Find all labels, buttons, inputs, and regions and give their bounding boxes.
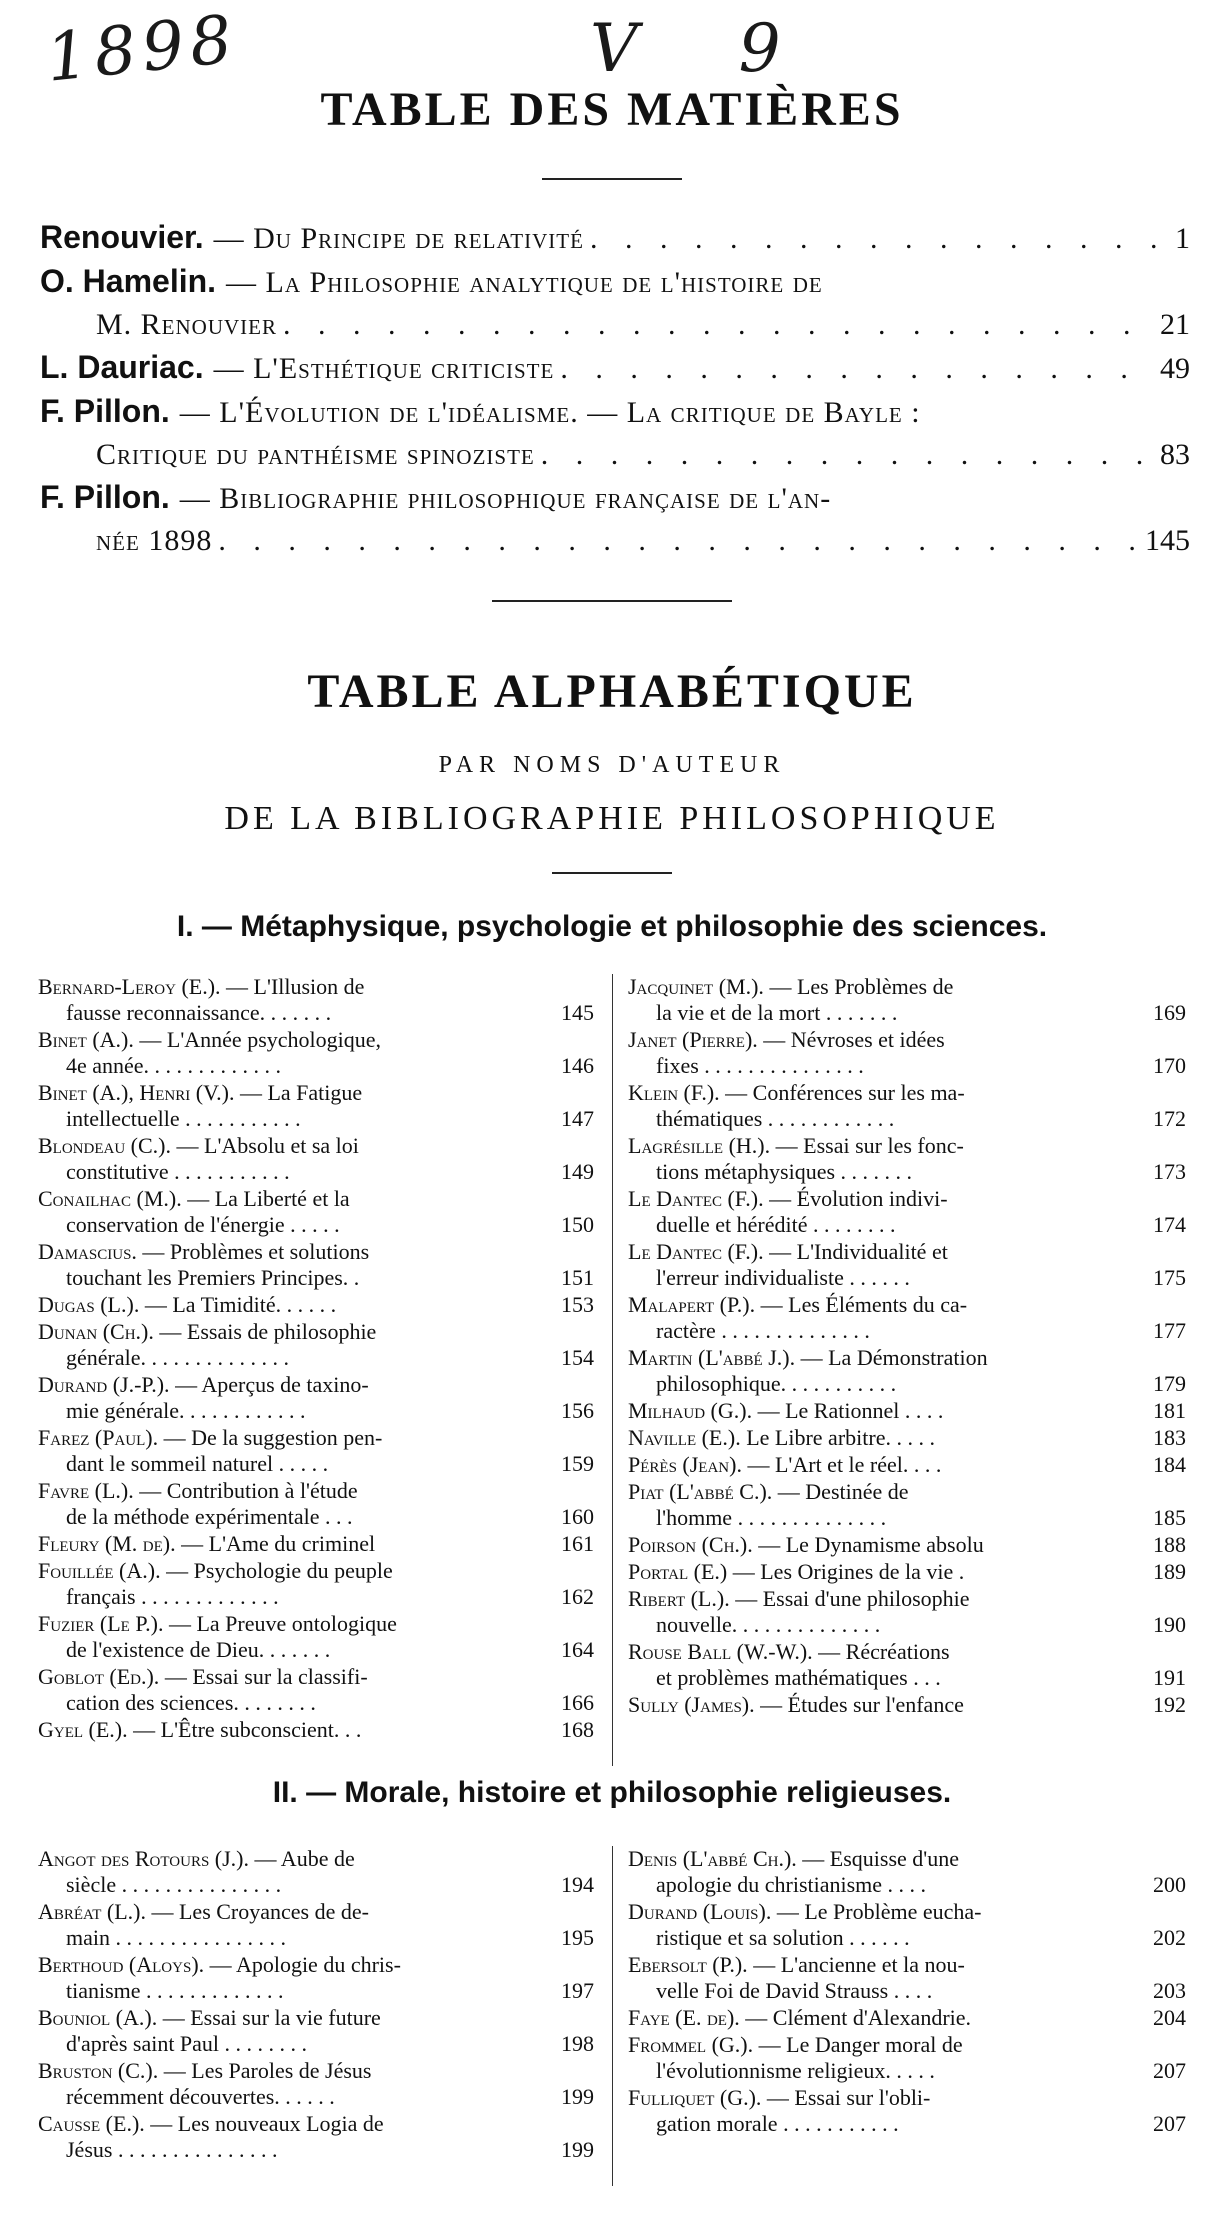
index-page: 159	[561, 1451, 594, 1476]
index-entry	[628, 1846, 1186, 1898]
index-page: 153	[561, 1292, 594, 1317]
index-author: Klein (F.).	[628, 1080, 720, 1105]
index-entry-text: — L'Individualité et	[769, 1239, 948, 1264]
index-entry-text: — Névroses et idées	[763, 1027, 945, 1052]
toc-page: 1	[1175, 222, 1190, 255]
toc-page: 145	[1145, 524, 1190, 557]
index-author: Favre (L.).	[38, 1478, 134, 1503]
index-entry-text: thématiques . . . . . . . . . . . .	[656, 1106, 895, 1131]
toc-entry	[40, 260, 1190, 346]
index-entry	[628, 1586, 1186, 1638]
index-page: 179	[1153, 1371, 1186, 1396]
index-author: Abréat (L.).	[38, 1899, 146, 1924]
index-entry-text: — La Liberté et la	[187, 1186, 350, 1211]
index-entry	[628, 1239, 1186, 1291]
alpha-subtitle-2: DE LA BIBLIOGRAPHIE PHILOSOPHIQUE	[224, 800, 1000, 837]
toc-author: F. Pillon.	[40, 479, 170, 515]
index-entry	[628, 1639, 1186, 1691]
index-entry-text: — L'Être subconscient. . .	[133, 1717, 362, 1742]
index-entry-text: — La Timidité. . . . . .	[144, 1292, 337, 1317]
index-author: Janet (Pierre).	[628, 1027, 758, 1052]
index-page: 197	[561, 1978, 594, 2003]
alpha-subtitle: PAR NOMS D'AUTEUR	[438, 752, 786, 778]
index-entry	[628, 1532, 1186, 1558]
index-entry-text: — L'Art et le réel. . . .	[747, 1452, 942, 1477]
index-entry-text: tianisme . . . . . . . . . . . . .	[66, 1978, 284, 2003]
index-author: Dugas (L.).	[38, 1292, 140, 1317]
index-entry	[628, 1899, 1186, 1951]
index-author: Rouse Ball (W.-W.).	[628, 1639, 813, 1664]
index-entry	[628, 1559, 1186, 1585]
index-page: 202	[1153, 1925, 1186, 1950]
index-entry-text: constitutive . . . . . . . . . . .	[66, 1159, 290, 1184]
toc-title-line: — La Philosophie analytique de l'histoire de	[226, 266, 823, 299]
index-entry-text: et problèmes mathématiques . . .	[656, 1665, 941, 1690]
index-entry-text: — Les Croyances de de-	[151, 1899, 369, 1924]
section-heading: I. — Métaphysique, psychologie et philosophie des sciences.	[176, 910, 1048, 943]
index-entry	[628, 1027, 1186, 1079]
divider	[542, 178, 682, 180]
index-entry-text: — Le Dynamisme absolu	[758, 1532, 984, 1557]
index-entry-text: de l'existence de Dieu. . . . . . .	[66, 1637, 331, 1662]
index-page: 181	[1153, 1398, 1186, 1423]
index-author: Bouniol (A.).	[38, 2005, 158, 2030]
index-entry-text: — L'Ame du criminel	[181, 1531, 376, 1556]
index-author: Fuzier (Le P.).	[38, 1611, 164, 1636]
index-page: 160	[561, 1504, 594, 1529]
index-entry-text: Jésus . . . . . . . . . . . . . . .	[66, 2137, 278, 2162]
divider	[552, 872, 672, 874]
index-entry-text: — Aperçus de taxino-	[175, 1372, 369, 1397]
index-entry-text: — Évolution indivi-	[769, 1186, 948, 1211]
toc-entry	[40, 346, 1190, 390]
index-entry-text: l'homme . . . . . . . . . . . . . .	[656, 1505, 887, 1530]
index-entry	[628, 2005, 1186, 2031]
index-page: 174	[1153, 1212, 1186, 1237]
index-entry	[628, 2085, 1186, 2137]
index-page: 207	[1153, 2111, 1186, 2136]
index-column-right	[628, 1846, 1186, 2138]
index-entry	[38, 1027, 594, 1079]
index-entry-text: main . . . . . . . . . . . . . . . .	[66, 1925, 286, 1950]
index-entry-text: — Essais de philosophie	[159, 1319, 377, 1344]
index-author: Pérès (Jean).	[628, 1452, 742, 1477]
index-entry-text: — Psychologie du peuple	[166, 1558, 393, 1583]
index-page: 189	[1153, 1559, 1186, 1584]
index-entry	[38, 1080, 594, 1132]
index-entry	[628, 1080, 1186, 1132]
index-author: Bernard-Leroy (E.).	[38, 974, 221, 999]
index-author: Blondeau (C.).	[38, 1133, 171, 1158]
index-column-left	[38, 1846, 594, 2164]
toc-entry	[40, 476, 1190, 562]
divider	[492, 600, 732, 602]
index-entry	[38, 2058, 594, 2110]
toc-title-line: M. Renouvier	[96, 308, 278, 341]
index-entry-text: — Clément d'Alexandrie.	[745, 2005, 972, 2030]
toc-title-line: — Bibliographie philosophique française de l'an-	[179, 482, 832, 515]
index-author: Martin (L'abbé J.).	[628, 1345, 796, 1370]
index-entry-text: — Essai sur l'obli-	[766, 2085, 931, 2110]
index-author: Sully (James).	[628, 1692, 755, 1717]
index-page: 149	[561, 1159, 594, 1184]
index-page: 146	[561, 1053, 594, 1078]
index-author: Fulliquet (G.).	[628, 2085, 762, 2110]
index-entry-text: — L'Illusion de	[226, 974, 365, 999]
index-entry-text: — Les Origines de la vie .	[732, 1559, 965, 1584]
index-entry	[38, 1319, 594, 1371]
index-page: 145	[561, 1000, 594, 1025]
index-author: Le Dantec (F.).	[628, 1239, 764, 1264]
index-entry-text: — Les Problèmes de	[769, 974, 954, 999]
index-page: 203	[1153, 1978, 1186, 2003]
index-entry-text: — Le Rationnel . . . .	[757, 1398, 944, 1423]
index-page: 156	[561, 1398, 594, 1423]
index-entry-text: français . . . . . . . . . . . . .	[66, 1584, 279, 1609]
index-page: 183	[1153, 1425, 1186, 1450]
index-entry	[628, 1452, 1186, 1478]
toc-title-line: née 1898	[96, 524, 213, 557]
index-entry	[628, 1186, 1186, 1238]
handwritten-volume: V 9	[590, 10, 821, 87]
index-entry-text: fixes . . . . . . . . . . . . . . .	[656, 1053, 864, 1078]
index-author: Lagrésille (H.).	[628, 1133, 771, 1158]
index-entry	[38, 1372, 594, 1424]
index-page: 200	[1153, 1872, 1186, 1897]
index-entry	[628, 974, 1186, 1026]
index-entry	[38, 1846, 594, 1898]
index-entry	[38, 1531, 594, 1557]
index-entry-text: — Aube de	[254, 1846, 355, 1871]
index-entry-text: d'après saint Paul . . . . . . . .	[66, 2031, 308, 2056]
handwritten-year: 1898	[42, 0, 242, 97]
index-entry	[38, 1717, 594, 1743]
toc-author: F. Pillon.	[40, 393, 170, 429]
index-author: Causse (E.).	[38, 2111, 145, 2136]
index-author: Angot des Rotours (J.).	[38, 1846, 250, 1871]
index-entry-text: cation des sciences. . . . . . . .	[66, 1690, 316, 1715]
index-entry	[38, 2111, 594, 2163]
index-page: 192	[1153, 1692, 1186, 1717]
index-author: Le Dantec (F.).	[628, 1186, 764, 1211]
toc-list	[40, 216, 1190, 562]
index-author: Dunan (Ch.).	[38, 1319, 154, 1344]
index-entry-text: l'erreur individualiste . . . . . .	[656, 1265, 910, 1290]
index-entry	[628, 1398, 1186, 1424]
index-entry-text: — Apologie du chris-	[209, 1952, 401, 1977]
index-entry-text: — Essai sur la vie future	[162, 2005, 381, 2030]
toc-entry	[40, 390, 1190, 476]
index-entry-text: — Récréations	[818, 1639, 950, 1664]
toc-entry	[40, 216, 1190, 260]
index-entry-text: — La Démonstration	[800, 1345, 988, 1370]
index-entry-text: l'évolutionnisme religieux. . . . .	[656, 2058, 935, 2083]
index-author: Malapert (P.).	[628, 1292, 756, 1317]
index-entry-text: mie générale. . . . . . . . . . . .	[66, 1398, 306, 1423]
index-page: 168	[561, 1717, 594, 1742]
index-entry	[628, 1425, 1186, 1451]
index-page: 185	[1153, 1505, 1186, 1530]
index-entry	[628, 1692, 1186, 1718]
index-author: Piat (L'abbé C.).	[628, 1479, 773, 1504]
index-author: Fouillée (A.).	[38, 1558, 161, 1583]
index-entry-text: — L'Absolu et sa loi	[176, 1133, 359, 1158]
index-page: 194	[561, 1872, 594, 1897]
index-page: 207	[1153, 2058, 1186, 2083]
index-column-left	[38, 974, 594, 1744]
index-page: 150	[561, 1212, 594, 1237]
index-author: Faye (E. de).	[628, 2005, 740, 2030]
index-page: 164	[561, 1637, 594, 1662]
index-author: Ebersolt (P.).	[628, 1952, 748, 1977]
index-entry-text: touchant les Premiers Principes. .	[66, 1265, 360, 1290]
index-page: 154	[561, 1345, 594, 1370]
index-entry	[38, 974, 594, 1026]
index-entry-text: — Les nouveaux Logia de	[150, 2111, 384, 2136]
index-author: Jacquinet (M.).	[628, 974, 764, 999]
index-entry-text: — De la suggestion pen-	[163, 1425, 383, 1450]
index-entry	[628, 2032, 1186, 2084]
index-page: 147	[561, 1106, 594, 1131]
index-author: Poirson (Ch.).	[628, 1532, 753, 1557]
index-entry	[38, 1186, 594, 1238]
index-entry-text: nouvelle. . . . . . . . . . . . . .	[656, 1612, 881, 1637]
index-page: 177	[1153, 1318, 1186, 1343]
index-column-right	[628, 974, 1186, 1719]
section-heading: II. — Morale, histoire et philosophie religieuses.	[272, 1776, 952, 1809]
index-entry-text: intellectuelle . . . . . . . . . . .	[66, 1106, 301, 1131]
index-page: 188	[1153, 1532, 1186, 1557]
index-author: Berthoud (Aloys).	[38, 1952, 205, 1977]
toc-title: TABLE DES MATIÈRES	[320, 83, 904, 136]
index-entry-text: ristique et sa solution . . . . . .	[656, 1925, 910, 1950]
index-entry-text: duelle et hérédité . . . . . . . .	[656, 1212, 896, 1237]
index-entry-text: récemment découvertes. . . . . .	[66, 2084, 335, 2109]
index-page: 162	[561, 1584, 594, 1609]
index-page: 172	[1153, 1106, 1186, 1131]
index-entry-text: dant le sommeil naturel . . . . .	[66, 1451, 329, 1476]
index-page: 191	[1153, 1665, 1186, 1690]
index-page: 161	[561, 1531, 594, 1556]
index-entry	[38, 1611, 594, 1663]
index-entry-text: la vie et de la mort . . . . . . .	[656, 1000, 898, 1025]
index-author: Denis (L'abbé Ch.).	[628, 1846, 797, 1871]
index-entry	[628, 1479, 1186, 1531]
index-author: Binet (A.).	[38, 1027, 134, 1052]
index-page: 173	[1153, 1159, 1186, 1184]
index-entry-text: conservation de l'énergie . . . . .	[66, 1212, 340, 1237]
index-entry	[628, 1952, 1186, 2004]
index-entry	[38, 1664, 594, 1716]
index-entry-text: 4e année. . . . . . . . . . . . .	[66, 1053, 282, 1078]
index-entry-text: Le Libre arbitre. . . . .	[746, 1425, 935, 1450]
index-entry-text: — Essai d'une philosophie	[735, 1586, 970, 1611]
index-page: 166	[561, 1690, 594, 1715]
toc-author: Renouvier.	[40, 219, 204, 255]
index-author: Fleury (M. de).	[38, 1531, 176, 1556]
index-entry-text: — Essai sur la classifi-	[164, 1664, 368, 1689]
index-author: Milhaud (G.).	[628, 1398, 753, 1423]
index-entry-text: de la méthode expérimentale . . .	[66, 1504, 353, 1529]
index-entry-text: — L'Année psychologique,	[139, 1027, 382, 1052]
index-entry-text: — Destinée de	[777, 1479, 909, 1504]
index-author: Naville (E.).	[628, 1425, 741, 1450]
index-author: Frommel (G.).	[628, 2032, 754, 2057]
index-author: Durand (J.-P.).	[38, 1372, 170, 1397]
index-author: Portal (E.)	[628, 1559, 728, 1584]
index-entry-text: — Les Paroles de Jésus	[163, 2058, 372, 2083]
index-page: 190	[1153, 1612, 1186, 1637]
toc-page: 49	[1160, 352, 1190, 385]
index-entry-text: — Les Éléments du ca-	[760, 1292, 968, 1317]
index-entry-text: velle Foi de David Strauss . . . .	[656, 1978, 933, 2003]
toc-page: 83	[1160, 438, 1190, 471]
toc-title-line: Critique du panthéisme spinoziste	[96, 438, 535, 471]
index-entry-text: — L'ancienne et la nou-	[753, 1952, 965, 1977]
index-entry	[38, 1133, 594, 1185]
index-entry-text: tions métaphysiques . . . . . . .	[656, 1159, 913, 1184]
index-entry	[38, 1478, 594, 1530]
index-entry-text: — Le Danger moral de	[758, 2032, 963, 2057]
index-entry	[38, 1558, 594, 1610]
index-author: Conailhac (M.).	[38, 1186, 182, 1211]
index-entry	[38, 1952, 594, 2004]
index-entry-text: — Le Problème eucha-	[776, 1899, 982, 1924]
index-entry-text: — Conférences sur les ma-	[725, 1080, 965, 1105]
index-page: 170	[1153, 1053, 1186, 1078]
alpha-title: TABLE ALPHABÉTIQUE	[307, 665, 917, 718]
index-entry	[628, 1345, 1186, 1397]
toc-title-line: — L'Évolution de l'idéalisme. — La critique de Bayle :	[179, 396, 921, 429]
index-entry-text: — La Preuve ontologique	[168, 1611, 397, 1636]
index-page: 195	[561, 1925, 594, 1950]
toc-page: 21	[1160, 308, 1190, 341]
index-author: Binet (A.), Henri (V.).	[38, 1080, 235, 1105]
index-page: 151	[561, 1265, 594, 1290]
index-author: Goblot (Ed.).	[38, 1664, 160, 1689]
index-entry-text: — Essai sur les fonc-	[775, 1133, 964, 1158]
index-entry-text: — La Fatigue	[239, 1080, 363, 1105]
index-page: 169	[1153, 1000, 1186, 1025]
toc-title-line: — L'Esthétique criticiste	[213, 352, 555, 385]
index-page: 199	[561, 2084, 594, 2109]
index-entry-text: générale. . . . . . . . . . . . . .	[66, 1345, 289, 1370]
toc-author: O. Hamelin.	[40, 263, 217, 299]
index-entry	[38, 1239, 594, 1291]
index-entry-text: fausse reconnaissance. . . . . . .	[66, 1000, 332, 1025]
index-entry-text: — Contribution à l'étude	[139, 1478, 358, 1503]
index-page: 199	[561, 2137, 594, 2162]
index-page: 204	[1153, 2005, 1186, 2030]
index-entry	[628, 1133, 1186, 1185]
index-entry	[38, 2005, 594, 2057]
index-entry-text: — Problèmes et solutions	[142, 1239, 370, 1264]
index-page: 198	[561, 2031, 594, 2056]
index-entry	[38, 1425, 594, 1477]
index-author: Gyel (E.).	[38, 1717, 128, 1742]
index-entry	[38, 1292, 594, 1318]
index-entry-text: ractère . . . . . . . . . . . . . .	[656, 1318, 870, 1343]
index-author: Durand (Louis).	[628, 1899, 772, 1924]
index-entry	[628, 1292, 1186, 1344]
index-entry-text: siècle . . . . . . . . . . . . . . .	[66, 1872, 282, 1897]
index-author: Ribert (L.).	[628, 1586, 730, 1611]
index-entry-text: — Esquisse d'une	[802, 1846, 960, 1871]
index-author: Farez (Paul).	[38, 1425, 159, 1450]
index-page: 175	[1153, 1265, 1186, 1290]
index-entry-text: gation morale . . . . . . . . . . .	[656, 2111, 899, 2136]
toc-author: L. Dauriac.	[40, 349, 204, 385]
index-author: Damascius.	[38, 1239, 137, 1264]
index-author: Bruston (C.).	[38, 2058, 159, 2083]
toc-title-line: — Du Principe de relativité	[213, 222, 584, 255]
index-page: 184	[1153, 1452, 1186, 1477]
index-entry-text: — Études sur l'enfance	[760, 1692, 964, 1717]
index-entry-text: apologie du christianisme . . . .	[656, 1872, 927, 1897]
index-entry	[38, 1899, 594, 1951]
index-entry-text: philosophique. . . . . . . . . . .	[656, 1371, 897, 1396]
